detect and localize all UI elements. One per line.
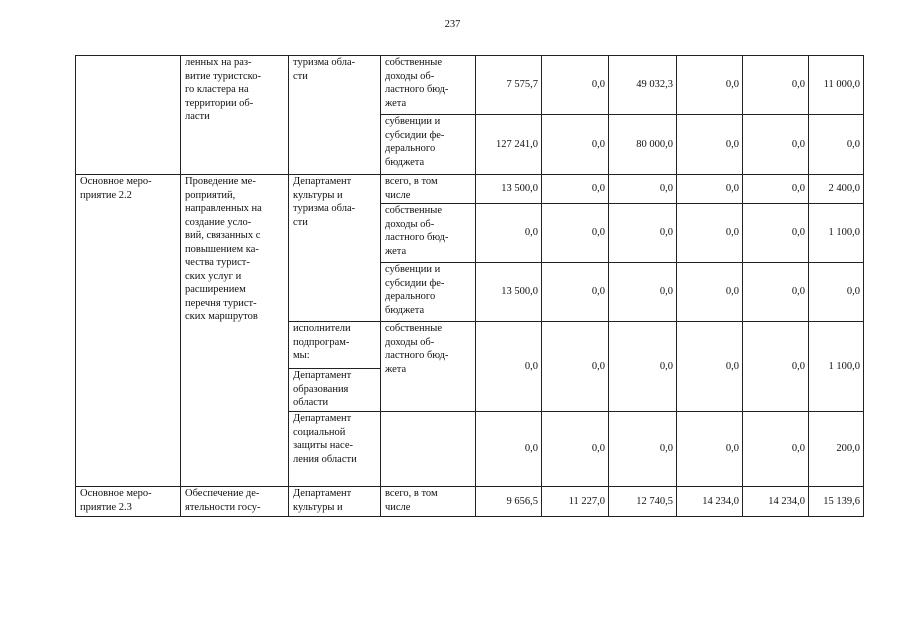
cell-value-3: 49 032,3 xyxy=(609,56,677,115)
cell-value-1: 7 575,7 xyxy=(476,56,542,115)
cell-value-2: 0,0 xyxy=(542,115,609,175)
cell-value-5: 14 234,0 xyxy=(743,487,809,517)
cell-description: Проведение ме- роприятий, направленных на создание усло- вий, связанных с повышением ка- чества турист- ских услуг и расширением перечня турист- ских маршрутов xyxy=(181,175,289,487)
cell-value-2: 0,0 xyxy=(542,322,609,412)
cell-value-1: 13 500,0 xyxy=(476,175,542,204)
cell-value-6: 1 100,0 xyxy=(809,204,864,263)
cell-event: Основное меро- приятие 2.3 xyxy=(76,487,181,517)
cell-value-1: 13 500,0 xyxy=(476,263,542,322)
cell-funding-source: собственные доходы об- ластного бюд- жета xyxy=(381,56,476,115)
cell-funding-source: субвенции и субсидии фе- дерального бюджета xyxy=(381,263,476,322)
page-number: 237 xyxy=(444,19,461,30)
cell-funding-source: собственные доходы об- ластного бюд- жета xyxy=(381,204,476,263)
cell-value-2: 0,0 xyxy=(542,56,609,115)
cell-value-2: 0,0 xyxy=(542,175,609,204)
cell-value-3: 0,0 xyxy=(609,412,677,487)
cell-value-5: 0,0 xyxy=(743,175,809,204)
cell-value-1: 0,0 xyxy=(476,412,542,487)
cell-value-2: 0,0 xyxy=(542,204,609,263)
cell-executor: исполнители подпрограм- мы: xyxy=(289,322,381,369)
cell-value-2: 0,0 xyxy=(542,263,609,322)
cell-executor: Департамент культуры и туризма обла- сти xyxy=(289,175,381,322)
cell-value-1: 127 241,0 xyxy=(476,115,542,175)
cell-value-4: 14 234,0 xyxy=(677,487,743,517)
cell-funding-source: субвенции и субсидии фе- дерального бюджета xyxy=(381,115,476,175)
cell-value-3: 0,0 xyxy=(609,263,677,322)
cell-executor: Департамент культуры и xyxy=(289,487,381,517)
cell-value-3: 0,0 xyxy=(609,322,677,412)
cell-value-1: 9 656,5 xyxy=(476,487,542,517)
cell-value-4: 0,0 xyxy=(677,115,743,175)
cell-value-6: 15 139,6 xyxy=(809,487,864,517)
cell-value-3: 80 000,0 xyxy=(609,115,677,175)
cell-value-3: 12 740,5 xyxy=(609,487,677,517)
cell-value-5: 0,0 xyxy=(743,204,809,263)
cell-funding-source: собственные доходы об- ластного бюд- жета xyxy=(381,322,476,412)
cell-description: ленных на раз- витие туристско- го кластера на территории об- ласти xyxy=(181,56,289,175)
cell-executor: Департамент образования области xyxy=(289,369,381,412)
cell-value-4: 0,0 xyxy=(677,412,743,487)
cell-value-1: 0,0 xyxy=(476,322,542,412)
cell-value-5: 0,0 xyxy=(743,115,809,175)
cell-value-6: 11 000,0 xyxy=(809,56,864,115)
cell-value-6: 0,0 xyxy=(809,115,864,175)
cell-value-3: 0,0 xyxy=(609,204,677,263)
cell-value-6: 1 100,0 xyxy=(809,322,864,412)
budget-table xyxy=(75,55,864,517)
table-row xyxy=(76,487,864,517)
cell-event: Основное меро- приятие 2.2 xyxy=(76,175,181,487)
cell-funding-source: всего, в том числе xyxy=(381,487,476,517)
cell-description: Обеспечение де- ятельности госу- xyxy=(181,487,289,517)
cell-value-4: 0,0 xyxy=(677,56,743,115)
cell-funding-source: всего, в том числе xyxy=(381,175,476,204)
cell-value-6: 0,0 xyxy=(809,263,864,322)
table-row xyxy=(76,56,864,115)
cell-value-3: 0,0 xyxy=(609,175,677,204)
table-row xyxy=(76,175,864,204)
cell-value-4: 0,0 xyxy=(677,263,743,322)
cell-value-4: 0,0 xyxy=(677,204,743,263)
cell-value-4: 0,0 xyxy=(677,175,743,204)
cell-value-4: 0,0 xyxy=(677,322,743,412)
cell-value-6: 200,0 xyxy=(809,412,864,487)
cell-value-5: 0,0 xyxy=(743,322,809,412)
cell-value-5: 0,0 xyxy=(743,412,809,487)
cell-value-6: 2 400,0 xyxy=(809,175,864,204)
cell-executor: Департамент социальной защиты насе- ления области xyxy=(289,412,381,487)
cell-event xyxy=(76,56,181,175)
cell-funding-source xyxy=(381,412,476,487)
cell-executor: туризма обла- сти xyxy=(289,56,381,175)
cell-value-5: 0,0 xyxy=(743,263,809,322)
cell-value-2: 11 227,0 xyxy=(542,487,609,517)
cell-value-2: 0,0 xyxy=(542,412,609,487)
cell-value-1: 0,0 xyxy=(476,204,542,263)
cell-value-5: 0,0 xyxy=(743,56,809,115)
